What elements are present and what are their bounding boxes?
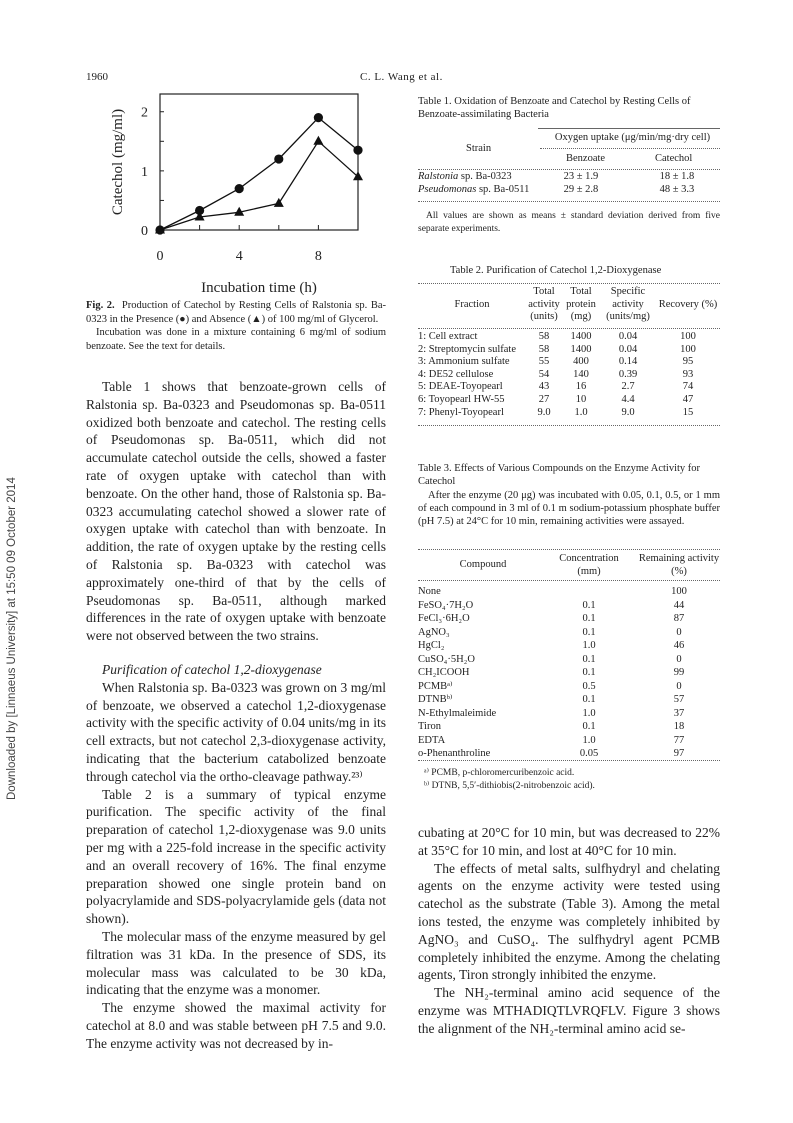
paragraph: Table 1 shows that benzoate-grown cells of Ralstonia sp. Ba-0323 and Pseudomonas sp. Ba-0511 oxidized both benzoate and catechol. The resting cells of Pseudomonas sp. Ba-0511, which did not accumulate catechol outside the cells, showed a faster rate of oxygen uptake with catechol than with benzoate. On the other hand, those of Ralstonia sp. Ba-0323 accumulating catechol showed a slower rate of oxygen uptake with catechol than with benzoate. In addition, the rate of oxygen uptake by the resting cells of Ralstonia sp. Ba-0323 with catechol was approximately one-third of that by the cells of Pseudomonas sp. Ba-0511, although marked differences in the rate of oxygen uptake with benzoate were not observed between the two strains. <box>86 379 386 644</box>
series-line-circle <box>160 118 358 230</box>
table-row <box>418 693 720 707</box>
table-1-rule <box>540 148 720 149</box>
table-1-rule <box>418 201 720 202</box>
table-row <box>418 331 720 344</box>
table-cell: 87 <box>673 613 685 624</box>
table-cell: 27 <box>538 393 550 405</box>
table-cell: 0.04 <box>618 343 638 355</box>
table-cell: 9.0 <box>621 406 635 418</box>
x-tick-label: 0 <box>156 249 164 264</box>
table-cell: N-Ethylmaleimide <box>418 707 497 719</box>
table-cell: 0.1 <box>582 721 596 732</box>
table-2-rule <box>418 425 720 426</box>
table-cell: 140 <box>573 368 589 380</box>
table-cell: PCMBᵃ⁾ <box>418 680 453 692</box>
paragraph: Table 2 is a summary of typical enzyme purification. The specific activity of the final preparation of catechol 1,2-dioxygenase was 9.0 units per mg with a 225-fold increase in the specific activity and an overall recovery of 16%. The final enzyme preparation showed one single protein band on polyacrylamide and SDS-polyacrylamide gels (data not shown). <box>86 786 386 927</box>
data-point-circle <box>274 154 283 163</box>
table-cell: 1400 <box>570 343 592 355</box>
table-row <box>418 734 720 748</box>
table-cell: 99 <box>673 667 685 678</box>
table-cell: 0.1 <box>582 626 596 638</box>
table-cell: 2.7 <box>621 381 635 393</box>
table-3-footnote-b: ᵇ⁾ DTNB, 5,5′-dithiobis(2-nitrobenzoic acid). <box>424 781 595 791</box>
table-3-col-remaining: Remaining activity (%) <box>638 553 720 577</box>
table-cell: 15 <box>682 406 694 418</box>
table-row <box>418 747 720 761</box>
table-1-note: All values are shown as means ± standard deviation derived from five separate experiments. <box>418 211 720 234</box>
paragraph: The enzyme showed the maximal activity for catechol at 8.0 and was stable between pH 7.5 and 9.0. The enzyme activity was not decreased by in- <box>86 1000 386 1051</box>
paragraph: When Ralstonia sp. Ba-0323 was grown on 3 mg/ml of benzoate, we observed a catechol 1,2-dioxygenase activity with the specific activity of 0.04 units/mg in its cell extracts, but not catechol 2,3-dioxygenase activity, indicating that the bacterium catabolized benzoate through catechol via the ortho-cleavage pathway.²³⁾ <box>86 679 386 784</box>
paragraph: The molecular mass of the enzyme measured by gel filtration was 31 kDa. In the presence of SDS, its molecular mass was calculated to be 30 kDa, indicating that the enzyme was a monomer. <box>86 928 386 998</box>
table-cell: CuSO₄·5H₂O <box>418 653 475 665</box>
x-tick-label: 8 <box>314 249 322 264</box>
table-row <box>418 720 720 734</box>
figure-2-chart <box>86 88 386 298</box>
table-row: Ralstonia sp. Ba-0323 23 ± 1.9 18 ± 1.8 <box>418 171 695 182</box>
data-point-circle <box>314 113 323 122</box>
table-cell: 1: Cell extract <box>418 331 478 342</box>
table-row <box>418 344 720 357</box>
table-cell: 95 <box>682 356 694 368</box>
table-row <box>418 639 720 653</box>
table-2-rule <box>418 328 720 329</box>
table-cell <box>548 585 630 599</box>
table-row: Pseudomonas sp. Ba-0511 29 ± 2.8 48 ± 3.3 <box>418 183 695 195</box>
table-cell: 74 <box>682 381 694 393</box>
table-cell: 5: DEAE-Toyopearl <box>418 381 503 393</box>
table-row <box>418 356 720 369</box>
table-cell: 400 <box>573 356 589 368</box>
table-row <box>418 599 720 613</box>
table-cell: 44 <box>673 599 685 611</box>
table-cell: None <box>418 586 441 597</box>
table-3-col-conc: Concentration (mm) <box>559 553 619 577</box>
y-tick-label: 0 <box>141 224 148 239</box>
table-cell: HgCl₂ <box>418 640 445 651</box>
table-cell: 58 <box>538 331 550 342</box>
page-number: 1960 <box>86 71 108 83</box>
table-cell: 3: Ammonium sulfate <box>418 356 510 368</box>
table-cell: 0.1 <box>582 667 596 678</box>
data-point-triangle <box>274 198 284 207</box>
table-cell: 57 <box>673 694 685 705</box>
table-cell: EDTA <box>418 734 446 746</box>
table-cell: 0.1 <box>582 599 596 611</box>
table-cell: 77 <box>673 734 685 746</box>
left-column-text <box>86 378 386 1052</box>
table-cell: 58 <box>538 343 550 355</box>
table-cell: 0.04 <box>618 331 638 342</box>
table-cell: 100 <box>680 331 696 342</box>
table-cell: 0 <box>676 680 682 692</box>
table-2-rule <box>418 283 720 284</box>
table-cell: 43 <box>538 381 550 393</box>
table-row <box>418 381 720 394</box>
table-3-header <box>418 553 720 578</box>
table-2-col-recovery: Recovery (%) <box>658 298 718 310</box>
table-cell: Tiron <box>418 721 441 732</box>
table-cell: 4: DE52 cellulose <box>418 368 494 380</box>
table-2-title: Table 2. Purification of Catechol 1,2-Dioxygenase <box>450 265 662 276</box>
table-cell: 9.0 <box>537 406 551 418</box>
figure-caption-note: Incubation was done in a mixture containing 6 mg/ml of sodium benzoate. See the text for details. <box>86 327 386 352</box>
data-point-circle <box>235 184 244 193</box>
table-cell: AgNO₃ <box>418 626 450 638</box>
figure-caption-text: Production of Catechol by Resting Cells of Ralstonia sp. Ba-0323 in the Presence (●) and Absence (▲) of 100 mg/ml of Glycerol. <box>86 300 386 325</box>
table-cell: 1.0 <box>582 707 596 719</box>
table-row <box>418 369 720 382</box>
table-1-benzoate-header: Benzoate <box>566 153 606 164</box>
table-cell: 1.0 <box>582 640 596 651</box>
series-line-triangle <box>160 141 358 230</box>
figure-2-caption <box>86 299 386 353</box>
table-cell: 16 <box>575 381 587 393</box>
data-point-triangle <box>353 171 363 180</box>
table-cell: 46 <box>673 640 685 651</box>
table-row <box>418 653 720 667</box>
table-row <box>418 585 720 599</box>
table-1-group-header: Oxygen uptake (μg/min/mg·dry cell) <box>554 132 711 143</box>
paragraph: cubating at 20°C for 10 min, but was decreased to 22% at 35°C for 10 min, and lost at 40°C for 10 min. <box>418 825 720 858</box>
table-cell: 0.14 <box>618 356 638 368</box>
figure-label: Fig. 2. <box>86 300 115 311</box>
y-axis-label: Catechol (mg/ml) <box>110 108 126 216</box>
table-cell: 55 <box>538 356 550 368</box>
y-tick-label: 2 <box>141 105 148 121</box>
table-cell: 1.0 <box>582 734 596 746</box>
paragraph: The effects of metal salts, sulfhydryl and chelating agents on the enzyme activity were tested using catechol as the substrate (Table 3). Among the metal ions tested, the enzyme was completely inhibited by AgNO₃ and CuSO₄. The sulfhydryl agent PCMB completely inhibited the enzyme. Among the chelating agents, Tiron strongly inhibited the enzyme. <box>418 860 720 983</box>
table-cell: DTNBᵇ⁾ <box>418 694 453 705</box>
table-2-col-protein: Total protein (mg) <box>566 286 596 323</box>
data-point-circle <box>353 146 362 155</box>
table-cell: 0.1 <box>582 653 596 665</box>
table-2-col-activity: Total activity (units) <box>528 286 560 323</box>
table-2-header <box>418 286 720 324</box>
table-cell: 0.1 <box>582 694 596 705</box>
paragraph: The NH₂-terminal amino acid sequence of the enzyme was MTHADIQTLVRQFLV. Figure 3 shows the alignment of the NH₂-terminal amino acid se- <box>418 985 720 1036</box>
table-cell: 1.0 <box>574 406 588 418</box>
x-tick-label: 4 <box>235 249 243 264</box>
table-cell: 100 <box>680 343 696 355</box>
table-2-col-fraction: Fraction <box>454 298 490 310</box>
table-cell: 100 <box>671 586 687 597</box>
x-axis-label: Incubation time (h) <box>201 280 317 296</box>
table-cell: 0.39 <box>618 368 638 380</box>
table-cell: 0.05 <box>579 748 599 759</box>
table-1-catechol-header: Catechol <box>655 153 693 164</box>
table-cell: 93 <box>682 368 694 380</box>
table-cell: 10 <box>575 393 587 405</box>
data-point-triangle <box>313 136 323 145</box>
table-cell: 0.1 <box>582 613 596 624</box>
table-cell: 54 <box>538 368 550 380</box>
table-cell: 47 <box>682 393 694 405</box>
table-3-rule <box>418 580 720 581</box>
table-1-title: Table 1. Oxidation of Benzoate and Catechol by Resting Cells of Benzoate-assimilating Bacteria <box>418 96 691 120</box>
table-row <box>418 707 720 721</box>
table-cell: 2: Streptomycin sulfate <box>418 343 516 355</box>
table-cell: 4.4 <box>621 393 635 405</box>
table-cell: 7: Phenyl-Toyopearl <box>418 406 504 418</box>
table-cell: 0 <box>676 626 682 638</box>
table-1-body <box>418 171 720 196</box>
table-cell: 0.5 <box>582 680 596 692</box>
table-3-footnote-a: ᵃ⁾ PCMB, p-chloromercuribenzoic acid. <box>424 768 575 778</box>
plot-frame <box>160 94 358 230</box>
right-column-text <box>418 824 720 1038</box>
table-3-rule <box>418 549 720 550</box>
table-cell: 37 <box>673 707 685 719</box>
table-row <box>418 626 720 640</box>
table-3-description: After the enzyme (20 μg) was incubated with 0.05, 0.1, 0.5, or 1 mm of each compound in 3 ml of 0.1 m sodium-potassium phosphate buffer (pH 7.5) at 24°C for 10 min, remaining activities were assayed. <box>418 490 720 527</box>
table-row <box>418 394 720 407</box>
table-cell: 0 <box>676 653 682 665</box>
running-title: C. L. Wang et al. <box>360 71 443 83</box>
table-row <box>418 612 720 626</box>
table-cell: CH₂ICOOH <box>418 667 470 678</box>
table-row <box>418 680 720 694</box>
table-cell: 18 <box>673 721 685 732</box>
table-cell: 97 <box>673 748 685 759</box>
table-1-rule <box>538 128 720 129</box>
download-notice: Downloaded by [Linnaeus University] at 15:50 09 October 2014 <box>6 477 18 800</box>
section-title: Purification of catechol 1,2-dioxygenase <box>102 661 322 677</box>
table-1-strain-header: Strain <box>466 143 492 154</box>
table-cell: FeCl₃·6H₂O <box>418 613 470 624</box>
table-cell: o-Phenanthroline <box>418 748 491 759</box>
table-1-rule <box>418 169 720 170</box>
table-cell: 1400 <box>570 331 592 342</box>
table-3-title: Table 3. Effects of Various Compounds on the Enzyme Activity for Catechol <box>418 463 701 487</box>
table-row <box>418 666 720 680</box>
table-cell: FeSO₄·7H₂O <box>418 599 474 611</box>
table-2-col-specific: Specific activity (units/mg) <box>606 286 650 323</box>
table-3-body <box>418 585 720 761</box>
table-3-rule <box>418 760 720 761</box>
y-tick-label: 1 <box>141 164 148 180</box>
table-row <box>418 407 720 420</box>
table-cell: 6: Toyopearl HW-55 <box>418 393 505 405</box>
table-2-body <box>418 331 720 419</box>
table-3-col-compound: Compound <box>459 559 507 571</box>
